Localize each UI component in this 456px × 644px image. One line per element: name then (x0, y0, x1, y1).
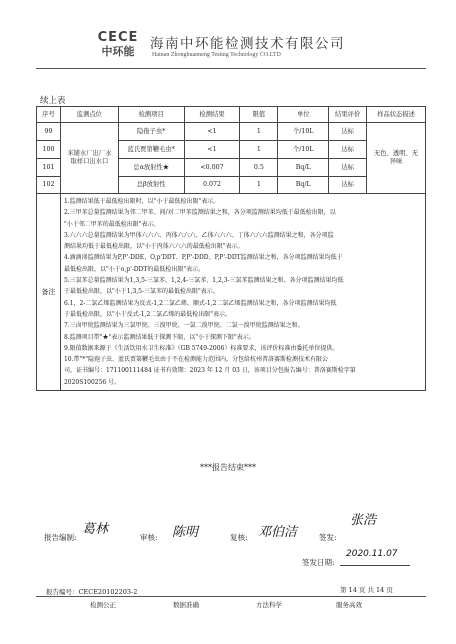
row-result: <0.007 (184, 159, 240, 177)
site-cell: 米铺水厂出厂水取样口出水口 (60, 123, 118, 194)
note-line: "小于邻二甲苯的最低检出限"表示。 (63, 220, 160, 228)
note-line: 2.三甲苯总量监测结果为邻二甲苯、间/对二甲苯监测结果之和，各分项监测结果均低于最低检出限，以 (63, 209, 336, 217)
company-name-en: Hainan Zhonghuanneng Testing Technology CO.LTD (152, 52, 281, 58)
row-eval: 达标 (329, 177, 367, 194)
note-line: 于最低检出限，以"小于反式-1,2二氯乙烯的最低检出限"表示。 (63, 310, 232, 318)
report-end-text: ***报告结束*** (200, 463, 256, 472)
slogan-item: 检测公正 (90, 601, 116, 609)
sample-state-cell: 无色、透明、无异味 (367, 123, 426, 194)
slogan-item: 方法科学 (256, 601, 282, 609)
row-result: <1 (184, 123, 240, 141)
header-divider (36, 68, 426, 69)
slogan-item: 服务高效 (336, 601, 362, 609)
reviewer-label: 审核: (140, 533, 158, 542)
compiler-label: 报告编制: (44, 533, 77, 542)
note-line: 最低检出限，以"小于o,p'-DDT的最低检出限"表示。 (63, 265, 205, 273)
col-header: 序号 (37, 107, 61, 123)
row-limit: 1 (240, 123, 278, 141)
page-number: 第 14 页 共 14 页 (340, 586, 393, 594)
note-line: 5.三氯苯总量监测结果为1,3,5-三氯苯、1,2,4-三氯苯、1,2,3-三氯苯监测结果之和，各分项监测结果均低 (63, 277, 344, 285)
row-unit: 个/10L (278, 123, 329, 141)
row-eval: 达标 (329, 159, 367, 177)
company-name-cn: 海南中环能检测技术有限公司 (150, 36, 345, 52)
row-unit: Bq/L (278, 177, 329, 194)
reviewer-signature: 陈明 (172, 525, 199, 540)
row-limit: 0.5 (240, 159, 278, 177)
checker-signature: 邓伯洁 (258, 525, 298, 540)
compiler-signature: 葛林 (82, 522, 109, 537)
row-unit: 个/10L (278, 141, 329, 159)
row-limit: 1 (240, 141, 278, 159)
row-limit: 1 (240, 177, 278, 194)
note-line: 1.监测结果低于最低检出限时，以"小于最低检出限"表示。 (63, 198, 220, 205)
col-header: 单位 (278, 107, 329, 123)
logo-en: CECE (97, 30, 139, 45)
row-item: 蓝氏贾第鞭毛虫* (118, 141, 184, 159)
row-result: <1 (184, 141, 240, 159)
row-result: 0.072 (184, 177, 240, 194)
row-item: 隐孢子虫* (118, 123, 184, 141)
notes-label: 备注 (37, 194, 61, 391)
checker-label: 复核: (230, 533, 248, 542)
table-row (37, 123, 426, 141)
table-header-row (37, 107, 426, 123)
row-no: 99 (37, 123, 61, 141)
row-item: 总β放射性 (118, 177, 184, 194)
continued-label: 续上表 (40, 96, 66, 106)
note-line: 3.六六六总量监测结果为甲体六六六、丙体六六六、乙体六六六、丁体六六六监测结果之和，各分项监 (63, 231, 334, 239)
note-line: 9.限值数据来源于《生活饮用水卫生标准》（GB 5749-2006）标准要求，该评价标准由委托单位提供。 (63, 344, 339, 352)
col-header: 结果评价 (329, 107, 367, 123)
company-logo (88, 30, 148, 59)
col-header: 检测项目 (118, 107, 184, 123)
issue-date-label: 签发日期: (302, 558, 335, 567)
row-eval: 达标 (329, 123, 367, 141)
col-header: 检测结果 (184, 107, 240, 123)
row-no: 102 (37, 177, 61, 194)
notes-body (60, 194, 425, 391)
logo-cn: 中环能 (101, 45, 135, 58)
note-line: 7.三卤甲烷监测结果为三氯甲烷、三溴甲烷、一氯二溴甲烷、二氯一溴甲烷监测结果之和。 (63, 322, 304, 330)
col-header: 限值 (240, 107, 278, 123)
note-line: 于最低检出限，以"小于1,3,5-三氯苯的最低检出限"表示。 (63, 288, 219, 296)
note-line: 测结果均低于最低检出限，以"小于丙体六六六的最低检出限"表示。 (63, 243, 244, 251)
row-eval: 达标 (329, 141, 367, 159)
note-line: 4.滴滴涕监测结果为P,P'-DDE、O,p'DDT、P,P'-DDD、P,P'-DDT监测结果之和，各分项监测结果均低于 (63, 254, 343, 262)
notes-row (37, 194, 426, 391)
report-number: 报告编号：CECE20102203-2 (46, 588, 138, 596)
col-header: 监测点位 (60, 107, 118, 123)
issue-date-value: 2020.11.07 (346, 549, 398, 559)
footer-divider (36, 596, 426, 597)
slogan-item: 数据准确 (173, 601, 199, 609)
note-line: 司，证书编号：171100111484 证书有效期：2023 年 12 月 03 日，该项目分包报告编号：普洛赛斯检字第 (63, 367, 356, 375)
note-line: 2020S100256 号。 (63, 378, 121, 386)
issuer-signature: 张浩 (350, 513, 377, 528)
issue-date-underline (340, 565, 410, 566)
results-table (36, 106, 426, 391)
row-item: 总α放射性★ (118, 159, 184, 177)
row-no: 101 (37, 159, 61, 177)
note-line: 8.监测项目带"★"表示监测结果低于探测下限，以"小于探测下限"表示。 (63, 333, 255, 341)
row-unit: Bq/L (278, 159, 329, 177)
row-no: 100 (37, 141, 61, 159)
col-header: 样品状态描述 (367, 107, 426, 123)
note-line: 10.带"*"隐孢子虫、蓝氏贾第鞭毛虫由于不在检测能力范围内，分包给杭州普洛赛斯检测技术有限公 (63, 356, 329, 364)
issuer-label: 签发: (319, 533, 337, 542)
note-line: 6.1，2-二氯乙烯监测结果为反式-1,2二氯乙烯、顺式-1,2二氯乙烯监测结果之和，各分项监测结果均低 (63, 299, 337, 307)
